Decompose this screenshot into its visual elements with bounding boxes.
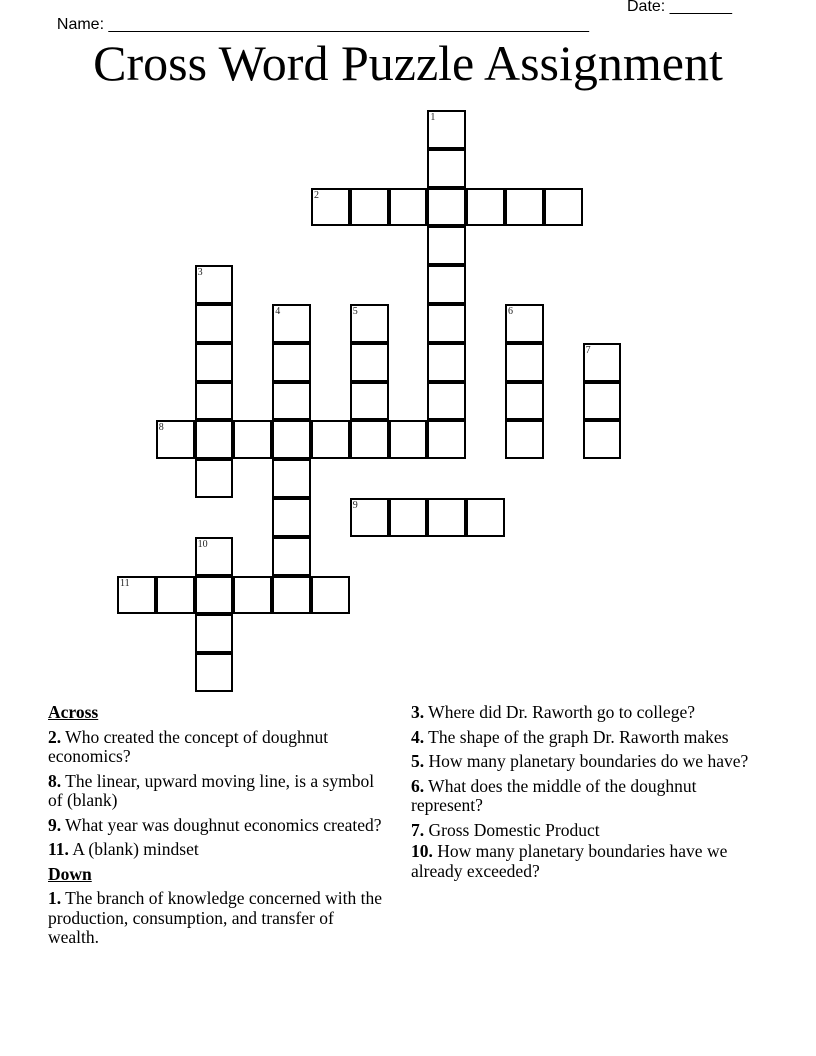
crossword-cell[interactable] (427, 149, 466, 188)
crossword-cell[interactable] (427, 188, 466, 227)
clue-text: Who created the concept of doughnut economics? (48, 726, 329, 766)
crossword-cell[interactable] (505, 343, 544, 382)
crossword-cell[interactable] (272, 382, 311, 421)
clue-down-6 (411, 777, 756, 816)
clue-number-label: 10 (197, 538, 208, 550)
clue-down-5 (411, 752, 756, 772)
clue-number-label: 3 (197, 267, 203, 279)
crossword-cell[interactable] (389, 420, 428, 459)
crossword-cell[interactable] (350, 420, 389, 459)
crossword-cell[interactable] (427, 265, 466, 304)
crossword-cell[interactable] (583, 343, 622, 382)
clue-text: The branch of knowledge concerned with the production, consumption, and transfer of wealth. (48, 888, 383, 947)
clue-number-label: 4 (275, 306, 281, 317)
crossword-cell[interactable] (350, 343, 389, 382)
crossword-cell[interactable] (272, 537, 311, 576)
crossword-cell[interactable] (272, 576, 311, 615)
clue-text: The shape of the graph Dr. Raworth makes (424, 726, 729, 747)
clue-number-label: 11 (120, 577, 130, 589)
clue-number-label: 5 (352, 306, 358, 317)
crossword-cell[interactable] (583, 420, 622, 459)
clue-across-2 (48, 728, 388, 767)
crossword-cell[interactable] (195, 576, 234, 615)
clue-number: 5. (411, 751, 425, 771)
clue-down-1 (48, 889, 388, 948)
crossword-cell[interactable] (505, 382, 544, 421)
crossword-cell[interactable] (195, 304, 234, 343)
crossword-cell[interactable] (195, 343, 234, 382)
crossword-cell[interactable] (156, 420, 195, 459)
clue-text: How many planetary boundaries do we have? (424, 751, 749, 771)
crossword-cell[interactable] (272, 343, 311, 382)
down-heading: Down (48, 863, 92, 884)
clues-left-column (48, 703, 388, 950)
crossword-cell[interactable] (466, 188, 505, 227)
crossword-cell[interactable] (195, 382, 234, 421)
clue-number-label: 1 (430, 112, 436, 123)
clue-number: 6. (411, 775, 425, 796)
crossword-cell[interactable] (427, 382, 466, 421)
clue-number: 1. (48, 888, 62, 908)
clue-number: 10. (411, 841, 433, 861)
crossword-cell[interactable] (272, 420, 311, 459)
clues-right-column (411, 703, 756, 883)
clue-number: 7. (411, 819, 425, 840)
crossword-cell[interactable] (195, 537, 234, 576)
date-field-label[interactable]: Date: _______ (627, 0, 732, 15)
crossword-cell[interactable] (195, 420, 234, 459)
crossword-cell[interactable] (427, 498, 466, 537)
crossword-cell[interactable] (311, 188, 350, 227)
crossword-cell[interactable] (389, 498, 428, 537)
across-heading: Across (48, 702, 99, 722)
clue-text: Where did Dr. Raworth go to college? (424, 702, 695, 722)
clue-number-label: 9 (352, 500, 358, 511)
clue-text: Gross Domestic Product (424, 819, 600, 840)
crossword-cell[interactable] (350, 304, 389, 343)
crossword-cell[interactable] (233, 576, 272, 615)
crossword-cell[interactable] (544, 188, 583, 227)
crossword-cell[interactable] (272, 459, 311, 498)
crossword-cell[interactable] (427, 420, 466, 459)
crossword-cell[interactable] (505, 420, 544, 459)
clue-text: The linear, upward moving line, is a symbol of (blank) (48, 770, 375, 810)
crossword-cell[interactable] (156, 576, 195, 615)
clue-number-label: 8 (158, 422, 164, 434)
crossword-cell[interactable] (389, 188, 428, 227)
crossword-cell[interactable] (350, 498, 389, 537)
clue-number: 11. (48, 839, 69, 859)
name-field-label[interactable]: Name: ______________________________________________________ (56, 16, 589, 33)
clue-number: 4. (411, 726, 425, 747)
crossword-cell[interactable] (466, 498, 505, 537)
crossword-cell[interactable] (233, 420, 272, 459)
crossword-cell[interactable] (272, 498, 311, 537)
clue-number-label: 7 (585, 344, 591, 356)
clue-number-label: 6 (508, 306, 513, 317)
crossword-cell[interactable] (195, 265, 234, 304)
crossword-cell[interactable] (195, 614, 234, 653)
crossword-cell[interactable] (427, 304, 466, 343)
clue-text: A (blank) mindset (68, 839, 199, 859)
crossword-cell[interactable] (427, 110, 466, 149)
clue-number: 2. (48, 726, 62, 747)
crossword-cell[interactable] (311, 576, 350, 615)
clue-text: How many planetary boundaries have we already exceeded? (411, 841, 728, 881)
clue-number-label: 2 (314, 189, 319, 201)
crossword-cell[interactable] (195, 459, 234, 498)
crossword-cell[interactable] (505, 188, 544, 227)
clue-across-8 (48, 772, 388, 811)
clue-number: 9. (48, 814, 62, 835)
crossword-cell[interactable] (311, 420, 350, 459)
clue-down-4 (411, 728, 756, 748)
crossword-cell[interactable] (505, 304, 544, 343)
crossword-cell[interactable] (195, 653, 234, 692)
clue-number: 3. (411, 702, 425, 722)
crossword-cell[interactable] (583, 382, 622, 421)
crossword-cell[interactable] (272, 304, 311, 343)
page-title: Cross Word Puzzle Assignment (93, 35, 723, 91)
clue-down-7 (411, 821, 756, 841)
crossword-cell[interactable] (350, 188, 389, 227)
crossword-cell[interactable] (427, 226, 466, 265)
clue-text: What year was doughnut economics created? (61, 814, 382, 835)
clue-text: What does the middle of the doughnut represent? (411, 775, 697, 815)
clue-number: 8. (48, 770, 62, 791)
clue-across-9 (48, 816, 388, 836)
clue-across-11 (48, 840, 388, 860)
clue-down-3 (411, 703, 756, 723)
crossword-cell[interactable] (350, 382, 389, 421)
crossword-cell[interactable] (117, 576, 156, 615)
crossword-cell[interactable] (427, 343, 466, 382)
clue-down-10 (411, 842, 756, 881)
